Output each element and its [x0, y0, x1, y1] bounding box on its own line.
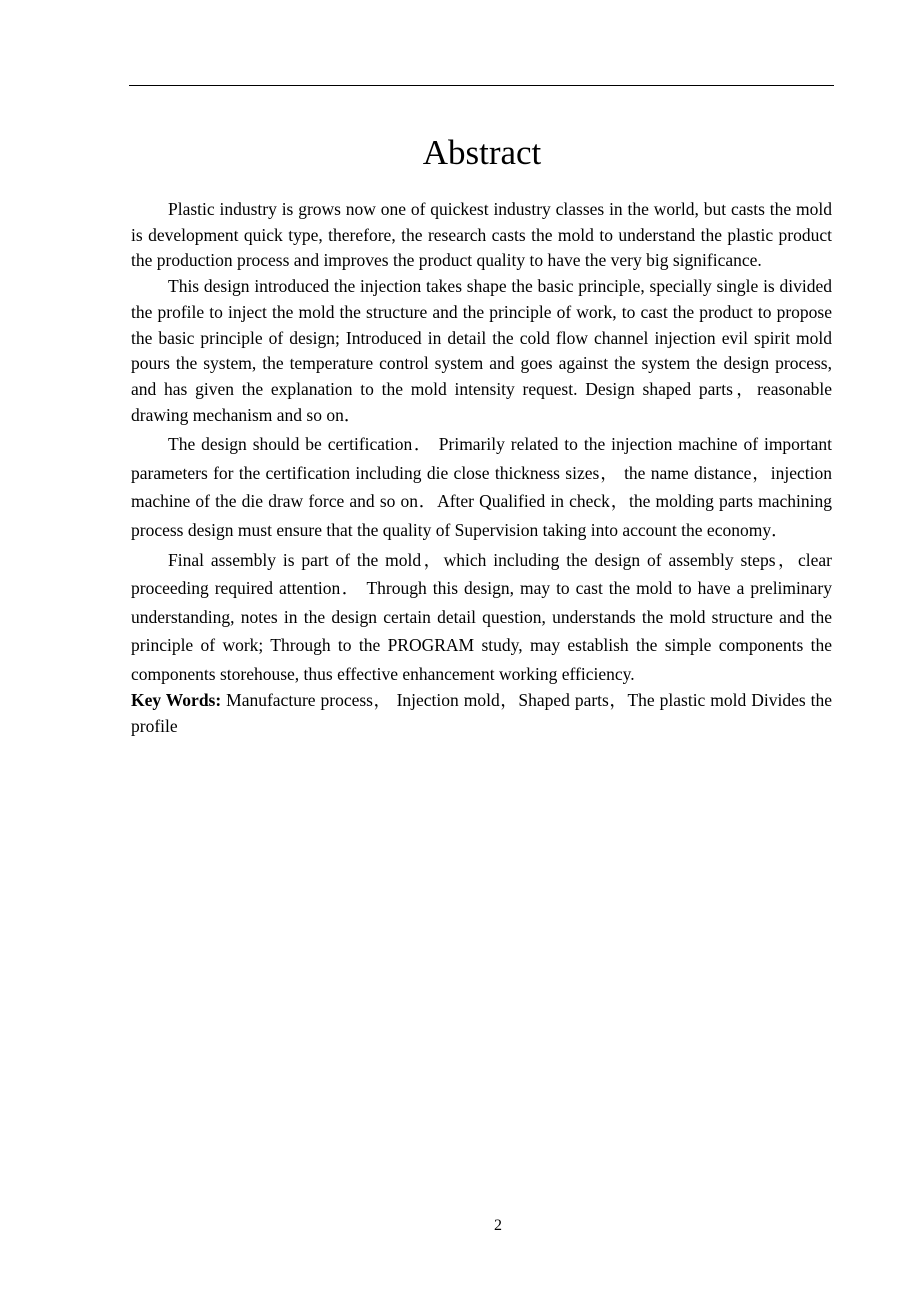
keywords-line	[131, 688, 832, 739]
header-rule	[129, 85, 834, 86]
keywords-text: Manufacture process， Injection mold，Shaped parts，The plastic mold Divides the profile	[131, 689, 832, 736]
abstract-paragraph-4: Final assembly is part of the mold，which including the design of assembly steps，clear proceeding required attention． Through this design, may to cast the mold to have a preliminary understanding, notes in the design certain detail question, understands the mold structure and the principle of work; Through to the PROGRAM study, may establish the simple components the components storehouse, thus effective enhancement working efficiency.	[131, 549, 832, 684]
abstract-paragraph-3: The design should be certification． Primarily related to the injection machine of important parameters for the certification including die close thickness sizes， the name distance，injection machine of the die draw force and so on．After Qualified in check，the molding parts machining process design must ensure that the quality of Supervision taking into account the economy．	[131, 434, 832, 540]
abstract-paragraph-1: Plastic industry is grows now one of quickest industry classes in the world, but casts the mold is development quick type, therefore, the research casts the mold to understand the plastic product the production process and improves the product quality to have the very big significance.	[131, 199, 832, 271]
keywords-label: Key Words:	[131, 689, 222, 710]
abstract-paragraph-2: This design introduced the injection takes shape the basic principle, specially single is divided the profile to inject the mold the structure and the principle of work, to cast the product to propose the basic principle of design; Introduced in detail the cold flow channel injection evil spirit mold pours the system, the temperature control system and goes against the system the design process, and has given the explanation to the mold intensity request. Design shaped parts，reasonable drawing mechanism and so on．	[131, 276, 832, 425]
abstract-body	[131, 197, 832, 739]
page-number: 2	[494, 1217, 502, 1234]
page-title: Abstract	[422, 133, 542, 172]
